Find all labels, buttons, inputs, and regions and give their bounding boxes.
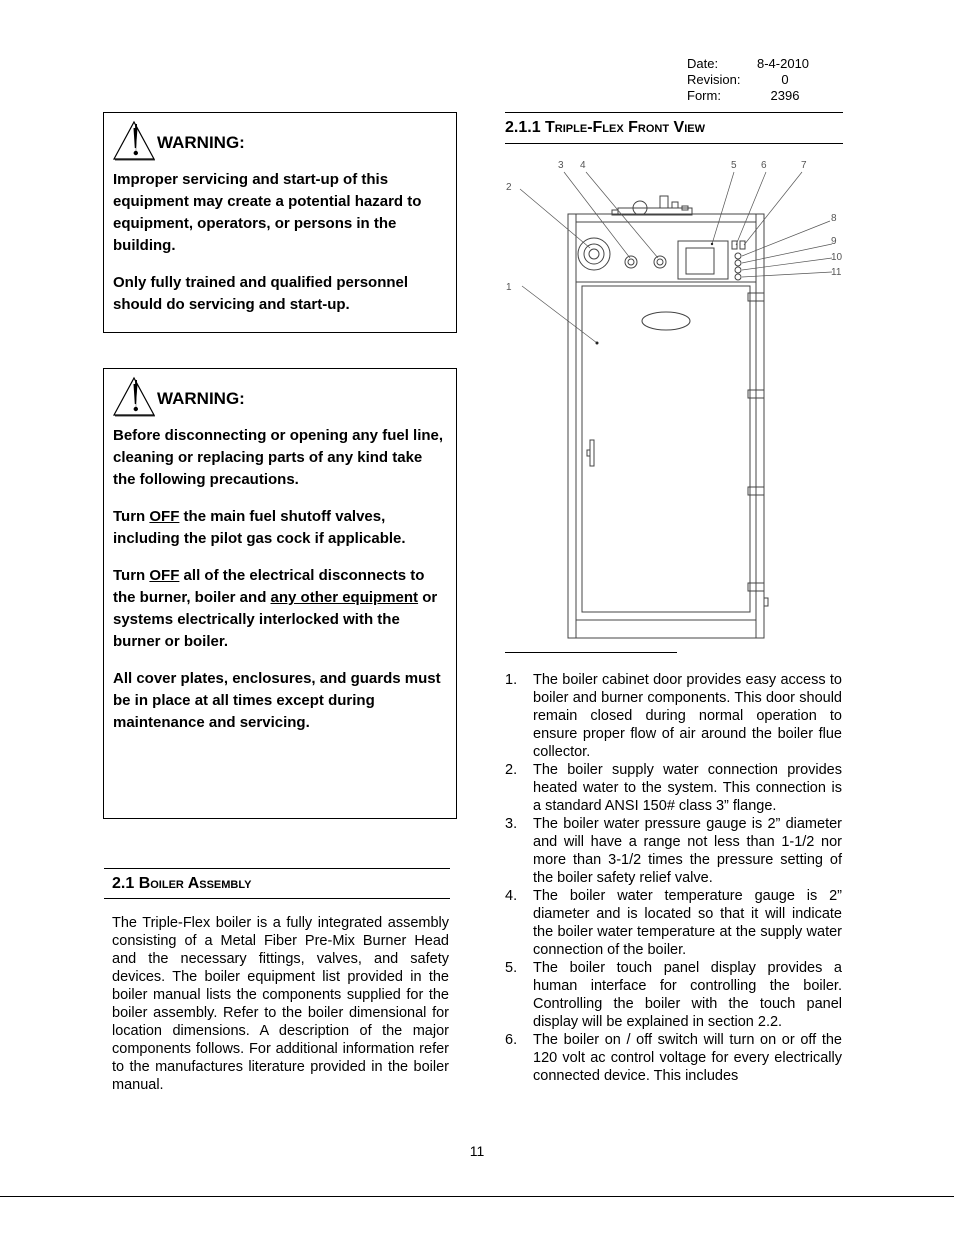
callout-label: 2 bbox=[506, 182, 512, 193]
callout-label: 6 bbox=[761, 160, 767, 171]
section-title: Triple-Flex Front View bbox=[545, 119, 705, 136]
boiler-front-view-figure bbox=[500, 150, 845, 642]
section-title: Boiler Assembly bbox=[138, 875, 252, 892]
warning-box-1 bbox=[103, 112, 457, 333]
underlined-text: any other equipment bbox=[270, 589, 419, 606]
list-item bbox=[505, 1031, 842, 1085]
callout-label: 8 bbox=[831, 213, 837, 224]
callout-label: 7 bbox=[801, 160, 807, 171]
form-label: Form: bbox=[687, 88, 721, 103]
list-text: The boiler water pressure gauge is 2” diameter and will have a range not less than 1-1/2 nor more than 3-1/2 times the pressure setting of the boiler safety relief valve. bbox=[533, 816, 842, 886]
list-text: The boiler supply water connection provides heated water to the system. This connection is a standard ANSI 150# class 3” flange. bbox=[533, 762, 842, 814]
section-body: The Triple-Flex boiler is a fully integrated assembly consisting of a Metal Fiber Pre-Mix Burner Head and the necessary fittings, valves, and safety devices. The boiler equipment list provided in the boiler manual lists the components supplied for the boiler assembly. Refer to the boiler dimensional for location dimensions. A description of the major components follows. For additional information refer to the manufactures literature provided in the boiler manual. bbox=[112, 915, 449, 1093]
divider bbox=[505, 652, 677, 653]
underlined-text: OFF bbox=[149, 567, 180, 584]
revision-value: 0 bbox=[781, 72, 789, 87]
divider bbox=[0, 1196, 954, 1197]
list-item bbox=[505, 761, 842, 815]
date-value: 8-4-2010 bbox=[757, 56, 810, 71]
list-number: 3. bbox=[505, 816, 518, 832]
section-heading-2-1 bbox=[104, 868, 450, 899]
list-item bbox=[505, 887, 842, 959]
list-number: 4. bbox=[505, 888, 518, 904]
callout-label: 9 bbox=[831, 236, 837, 247]
callout-label: 10 bbox=[831, 252, 843, 263]
text-run: the main fuel shutoff valves, including the pilot gas cock if applicable. bbox=[113, 508, 406, 547]
date-label: Date: bbox=[687, 56, 719, 71]
warning-paragraph: Before disconnecting or opening any fuel line, cleaning or replacing parts of any kind take the following precautions. bbox=[113, 427, 444, 488]
list-number: 6. bbox=[505, 1032, 518, 1048]
underlined-text: OFF bbox=[149, 508, 180, 525]
list-text: The boiler water temperature gauge is 2” diameter and is located so that it will indicate the boiler water temperature at the supply water connection of the boiler. bbox=[533, 888, 842, 958]
section-number: 2.1.1 bbox=[505, 119, 546, 136]
list-item bbox=[505, 959, 842, 1031]
revision-label: Revision: bbox=[687, 72, 741, 87]
list-item bbox=[505, 671, 842, 761]
list-item bbox=[505, 815, 842, 887]
warning-triangle-icon bbox=[113, 120, 157, 162]
warning-paragraph: All cover plates, enclosures, and guards must be in place at all times except during maintenance and servicing. bbox=[113, 670, 441, 731]
section-heading-2-1-1 bbox=[505, 112, 843, 144]
warning-paragraph: Only fully trained and qualified personnel should do servicing and start-up. bbox=[113, 274, 409, 313]
list-text: The boiler touch panel display provides a human interface for controlling the boiler. Controlling the boiler with the touch panel display will be explained in section 2.2. bbox=[533, 960, 842, 1030]
callout-label: 1 bbox=[506, 282, 512, 293]
component-list bbox=[505, 671, 842, 1085]
text-run: or systems electrically interlocked with the burner or boiler. bbox=[113, 589, 438, 650]
list-number: 5. bbox=[505, 960, 518, 976]
callout-label: 4 bbox=[580, 160, 586, 171]
list-number: 1. bbox=[505, 672, 518, 688]
warning-title: WARNING: bbox=[157, 133, 245, 152]
callout-label: 11 bbox=[831, 267, 842, 278]
callout-label: 3 bbox=[558, 160, 564, 171]
warning-paragraph: Improper servicing and start-up of this equipment may create a potential hazard to equipment, operators, or persons in the building. bbox=[113, 171, 422, 254]
document-meta bbox=[687, 56, 813, 104]
warning-triangle-icon bbox=[113, 376, 157, 418]
form-value: 2396 bbox=[770, 88, 800, 103]
text-run: Turn bbox=[113, 567, 150, 584]
page-number: 11 bbox=[469, 1143, 485, 1159]
warning-paragraph bbox=[113, 565, 447, 653]
text-run: Turn bbox=[113, 508, 150, 525]
list-text: The boiler on / off switch will turn on or off the 120 volt ac control voltage for every electrically connected device. This includes bbox=[533, 1032, 842, 1084]
text-run: all of the electrical disconnects to the burner, boiler and bbox=[113, 567, 425, 606]
warning-box-2 bbox=[103, 368, 457, 819]
warning-paragraph bbox=[113, 506, 447, 550]
list-text: The boiler cabinet door provides easy access to boiler and burner components. This door should remain closed during normal operation to ensure proper flow of air around the boiler flue collector. bbox=[533, 672, 842, 760]
callout-label: 5 bbox=[731, 160, 737, 171]
list-number: 2. bbox=[505, 762, 518, 778]
section-number: 2.1 bbox=[112, 875, 139, 892]
warning-title: WARNING: bbox=[157, 389, 245, 408]
